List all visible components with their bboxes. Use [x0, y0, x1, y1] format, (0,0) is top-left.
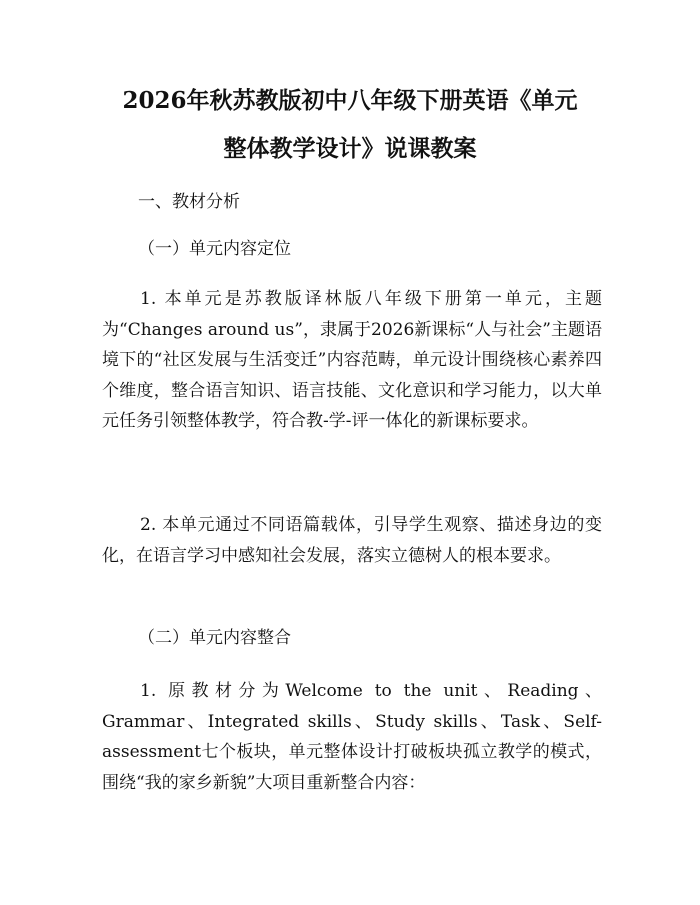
subsection-heading-unit-positioning: （一）单元内容定位: [138, 239, 291, 259]
subsection-heading-content-integration: （二）单元内容整合: [138, 628, 291, 648]
paragraph-unit-positioning-1: 1. 本单元是苏教版译林版八年级下册第一单元，主题为“Changes around us”，隶属于2026新课标“人与社会”主题语境下的“社区发展与生活变迁”内容范畴，单元设计围绕核心素养四个维度，整合语言知识、语言技能、文化意识和学习能力，以大单元任务引领整体教学，符合教-学-评一体化的新课标要求。: [102, 289, 602, 431]
document-title-line-1: 2026年秋苏教版初中八年级下册英语《单元: [122, 87, 578, 114]
document-title-line-2: 整体教学设计》说课教案: [223, 135, 477, 162]
paragraph-content-integration-1: 1. 原教材分为Welcome to the unit、Reading、Grammar、Integrated skills、Study skills、Task、Self-assessment七个板块，单元整体设计打破板块孤立教学的模式，围绕“我的家乡新貌”大项目重新整合内容：: [102, 681, 602, 793]
section-heading-textbook-analysis: 一、教材分析: [138, 192, 240, 212]
paragraph-unit-positioning-2: 2. 本单元通过不同语篇载体，引导学生观察、描述身边的变化，在语言学习中感知社会发展，落实立德树人的根本要求。: [102, 515, 602, 566]
